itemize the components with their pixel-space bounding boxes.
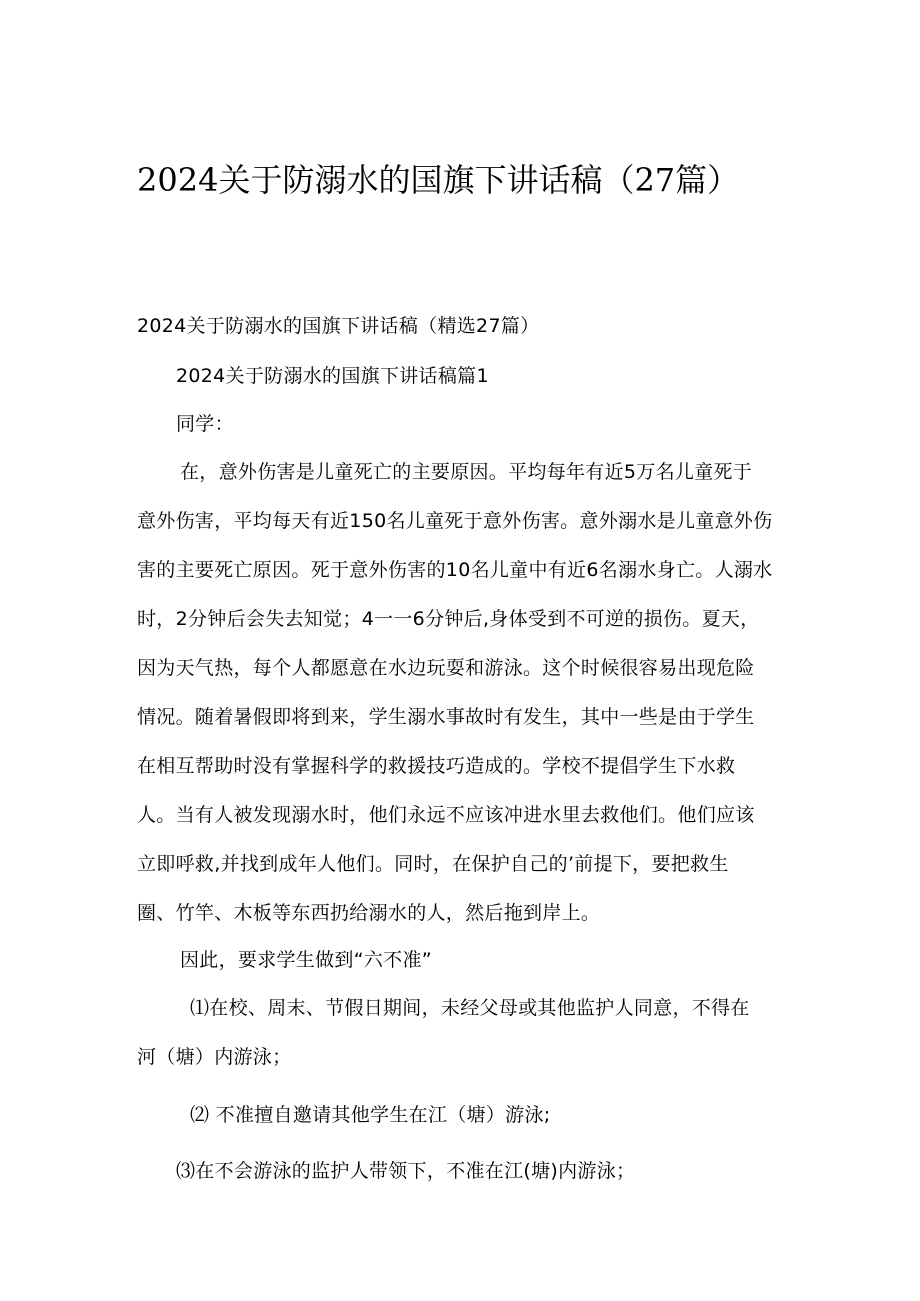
document-subtitle: 2024关于防溺水的国旗下讲话稿（精选27篇） — [137, 315, 540, 337]
paragraph-line: 因为天气热，每个人都愿意在水边玩耍和游泳。这个时候很容易出现危险 — [137, 657, 755, 679]
paragraph-line: 意外伤害，平均每天有近150名儿童死于意外伤害。意外溺水是儿童意外伤 — [137, 510, 773, 532]
rule-item: ⑵ 不准擅自邀请其他学生在江（塘）游泳; — [190, 1104, 551, 1126]
paragraph-line: 圈、竹竿、木板等东西扔给溺水的人，然后拖到岸上。 — [137, 902, 601, 924]
greeting: 同学： — [176, 413, 234, 435]
paragraph-line: 时，2分钟后会失去知觉；4一一6分钟后,身体受到不可逆的损伤。夏天， — [137, 608, 760, 630]
paragraph-line: 害的主要死亡原因。死于意外伤害的10名儿童中有近6名溺水身亡。人溺水 — [137, 559, 773, 581]
document-title: 2024关于防溺水的国旗下讲话稿（27篇） — [137, 161, 740, 199]
paragraph-line: 人。当有人被发现溺水时，他们永远不应该冲进水里去救他们。他们应该 — [137, 804, 755, 826]
paragraph-line: 立即呼救,并找到成年人他们。同时，在保护自己的’前提下，要把救生 — [137, 853, 729, 875]
paragraph-line: 情况。随着暑假即将到来，学生溺水事故时有发生，其中一些是由于学生 — [137, 706, 755, 728]
paragraph-line: 在相互帮助时没有掌握科学的救援技巧造成的。学校不提倡学生下水救 — [137, 755, 736, 777]
rules-intro: 因此，要求学生做到“六不准” — [180, 949, 432, 971]
section-heading: 2024关于防溺水的国旗下讲话稿篇1 — [176, 365, 489, 387]
rule-item: ⑴在校、周末、节假日期间，未经父母或其他监护人同意，不得在 — [190, 997, 750, 1019]
rule-item: ⑶在不会游泳的监护人带领下，不准在江(塘)内游泳； — [176, 1160, 636, 1182]
rule-item: 河（塘）内游泳； — [137, 1046, 292, 1068]
paragraph-line: 在，意外伤害是儿童死亡的主要原因。平均每年有近5万名儿童死于 — [180, 461, 753, 483]
